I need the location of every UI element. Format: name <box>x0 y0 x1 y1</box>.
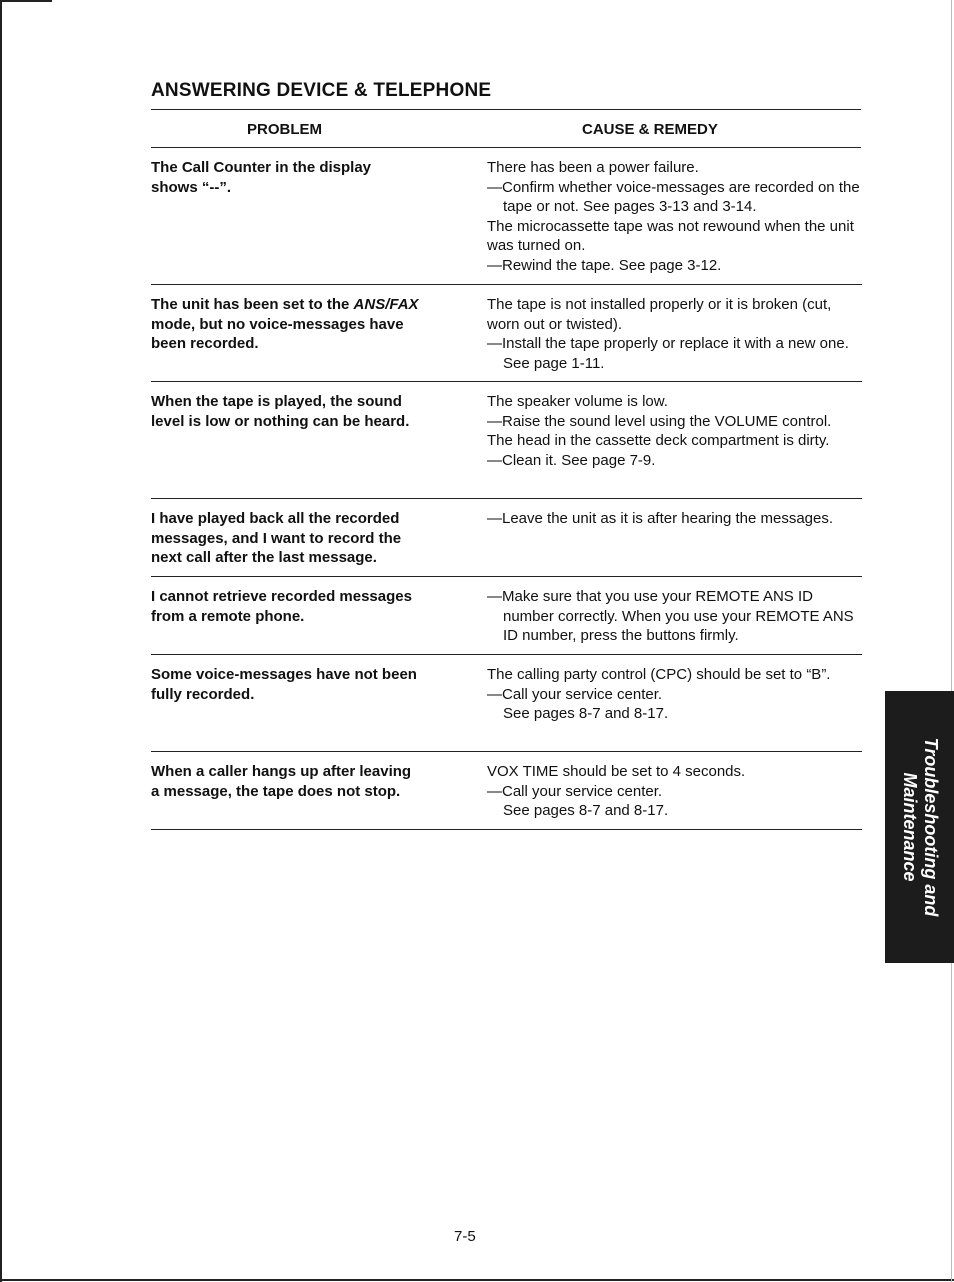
cause-cell <box>487 392 862 498</box>
page-border-left <box>0 0 2 1282</box>
problem-line: When a caller hangs up after leaving <box>151 763 412 780</box>
problem-cell <box>151 587 487 654</box>
problem-line: I cannot retrieve recorded messages <box>151 588 412 605</box>
table-row <box>151 577 862 655</box>
remedy-text: —Raise the sound level using the VOLUME control. <box>487 412 832 430</box>
problem-cell <box>151 158 487 284</box>
problem-cell <box>151 762 487 829</box>
troubleshooting-table <box>151 148 862 830</box>
problem-cell <box>151 392 487 498</box>
cause-text: The speaker volume is low. <box>487 393 668 410</box>
cause-cell <box>487 587 862 654</box>
remedy-text: —Rewind the tape. See page 3-12. <box>487 256 722 274</box>
problem-cell <box>151 295 487 381</box>
cause-text: The calling party control (CPC) should be set to “B”. <box>487 666 831 683</box>
problem-line: When the tape is played, the sound <box>151 393 402 410</box>
cause-text: There has been a power failure. <box>487 159 699 176</box>
problem-line: mode, but no voice-messages have <box>151 315 404 333</box>
section-tab-line: Troubleshooting and <box>920 737 941 917</box>
page-border-top <box>0 0 52 2</box>
problem-line: shows “--”. <box>151 178 232 196</box>
remedy-text: See pages 8-7 and 8-17. <box>503 705 669 722</box>
problem-line <box>151 295 479 315</box>
remedy-text: —Leave the unit as it is after hearing the messages. <box>487 510 834 527</box>
section-title: ANSWERING DEVICE & TELEPHONE <box>151 80 492 101</box>
cause-cell <box>487 295 862 381</box>
problem-line: a message, the tape does not stop. <box>151 782 401 800</box>
cause-text: The head in the cassette deck compartment is dirty. <box>487 432 830 449</box>
table-row <box>151 382 862 499</box>
table-row <box>151 752 862 830</box>
page-border-bottom <box>0 1279 954 1281</box>
problem-line: fully recorded. <box>151 685 255 703</box>
column-header-problem: PROBLEM <box>247 121 322 138</box>
section-tab <box>885 691 954 963</box>
cause-cell <box>487 665 862 751</box>
table-row <box>151 285 862 382</box>
problem-cell <box>151 509 487 576</box>
problem-cell <box>151 665 487 751</box>
problem-line: messages, and I want to record the <box>151 529 402 547</box>
remedy-text: See pages 8-7 and 8-17. <box>503 802 669 819</box>
problem-line: Some voice-messages have not been <box>151 666 417 683</box>
problem-line: level is low or nothing can be heard. <box>151 412 410 430</box>
remedy-text: —Clean it. See page 7-9. <box>487 451 656 469</box>
cause-cell <box>487 762 862 829</box>
remedy-text: —Call your service center. <box>487 782 663 800</box>
page-border-right <box>951 0 952 1282</box>
remedy-text: —Make sure that you use your REMOTE ANS ID number correctly. When you use your REMOTE ANS ID number, press the buttons firmly. <box>487 588 854 644</box>
table-row <box>151 148 862 285</box>
problem-line: from a remote phone. <box>151 607 305 625</box>
cause-cell <box>487 158 862 284</box>
remedy-text: —Call your service center. <box>487 685 663 703</box>
problem-line: next call after the last message. <box>151 549 377 566</box>
table-row <box>151 499 862 577</box>
section-tab-label <box>899 738 941 917</box>
title-rule <box>151 109 861 110</box>
problem-line: I have played back all the recorded <box>151 510 400 527</box>
section-tab-line: Maintenance <box>899 772 920 882</box>
remedy-text: —Install the tape properly or replace it with a new one. See page 1-11. <box>487 335 849 372</box>
cause-text: VOX TIME should be set to 4 seconds. <box>487 763 746 780</box>
page-number: 7-5 <box>454 1228 476 1245</box>
mode-name: ANS/FAX <box>353 296 419 313</box>
column-header-cause: CAUSE & REMEDY <box>582 121 718 138</box>
cause-cell <box>487 509 862 576</box>
table-row <box>151 655 862 752</box>
problem-line: The Call Counter in the display <box>151 159 372 176</box>
cause-text: The tape is not installed properly or it is broken (cut, worn out or twisted). <box>487 296 832 333</box>
remedy-text: —Confirm whether voice-messages are recorded on the tape or not. See pages 3-13 and 3-14. <box>487 178 860 215</box>
cause-text: The microcassette tape was not rewound when the unit was turned on. <box>487 217 854 254</box>
problem-text: The unit has been set to the <box>151 296 354 313</box>
problem-line: been recorded. <box>151 335 259 352</box>
